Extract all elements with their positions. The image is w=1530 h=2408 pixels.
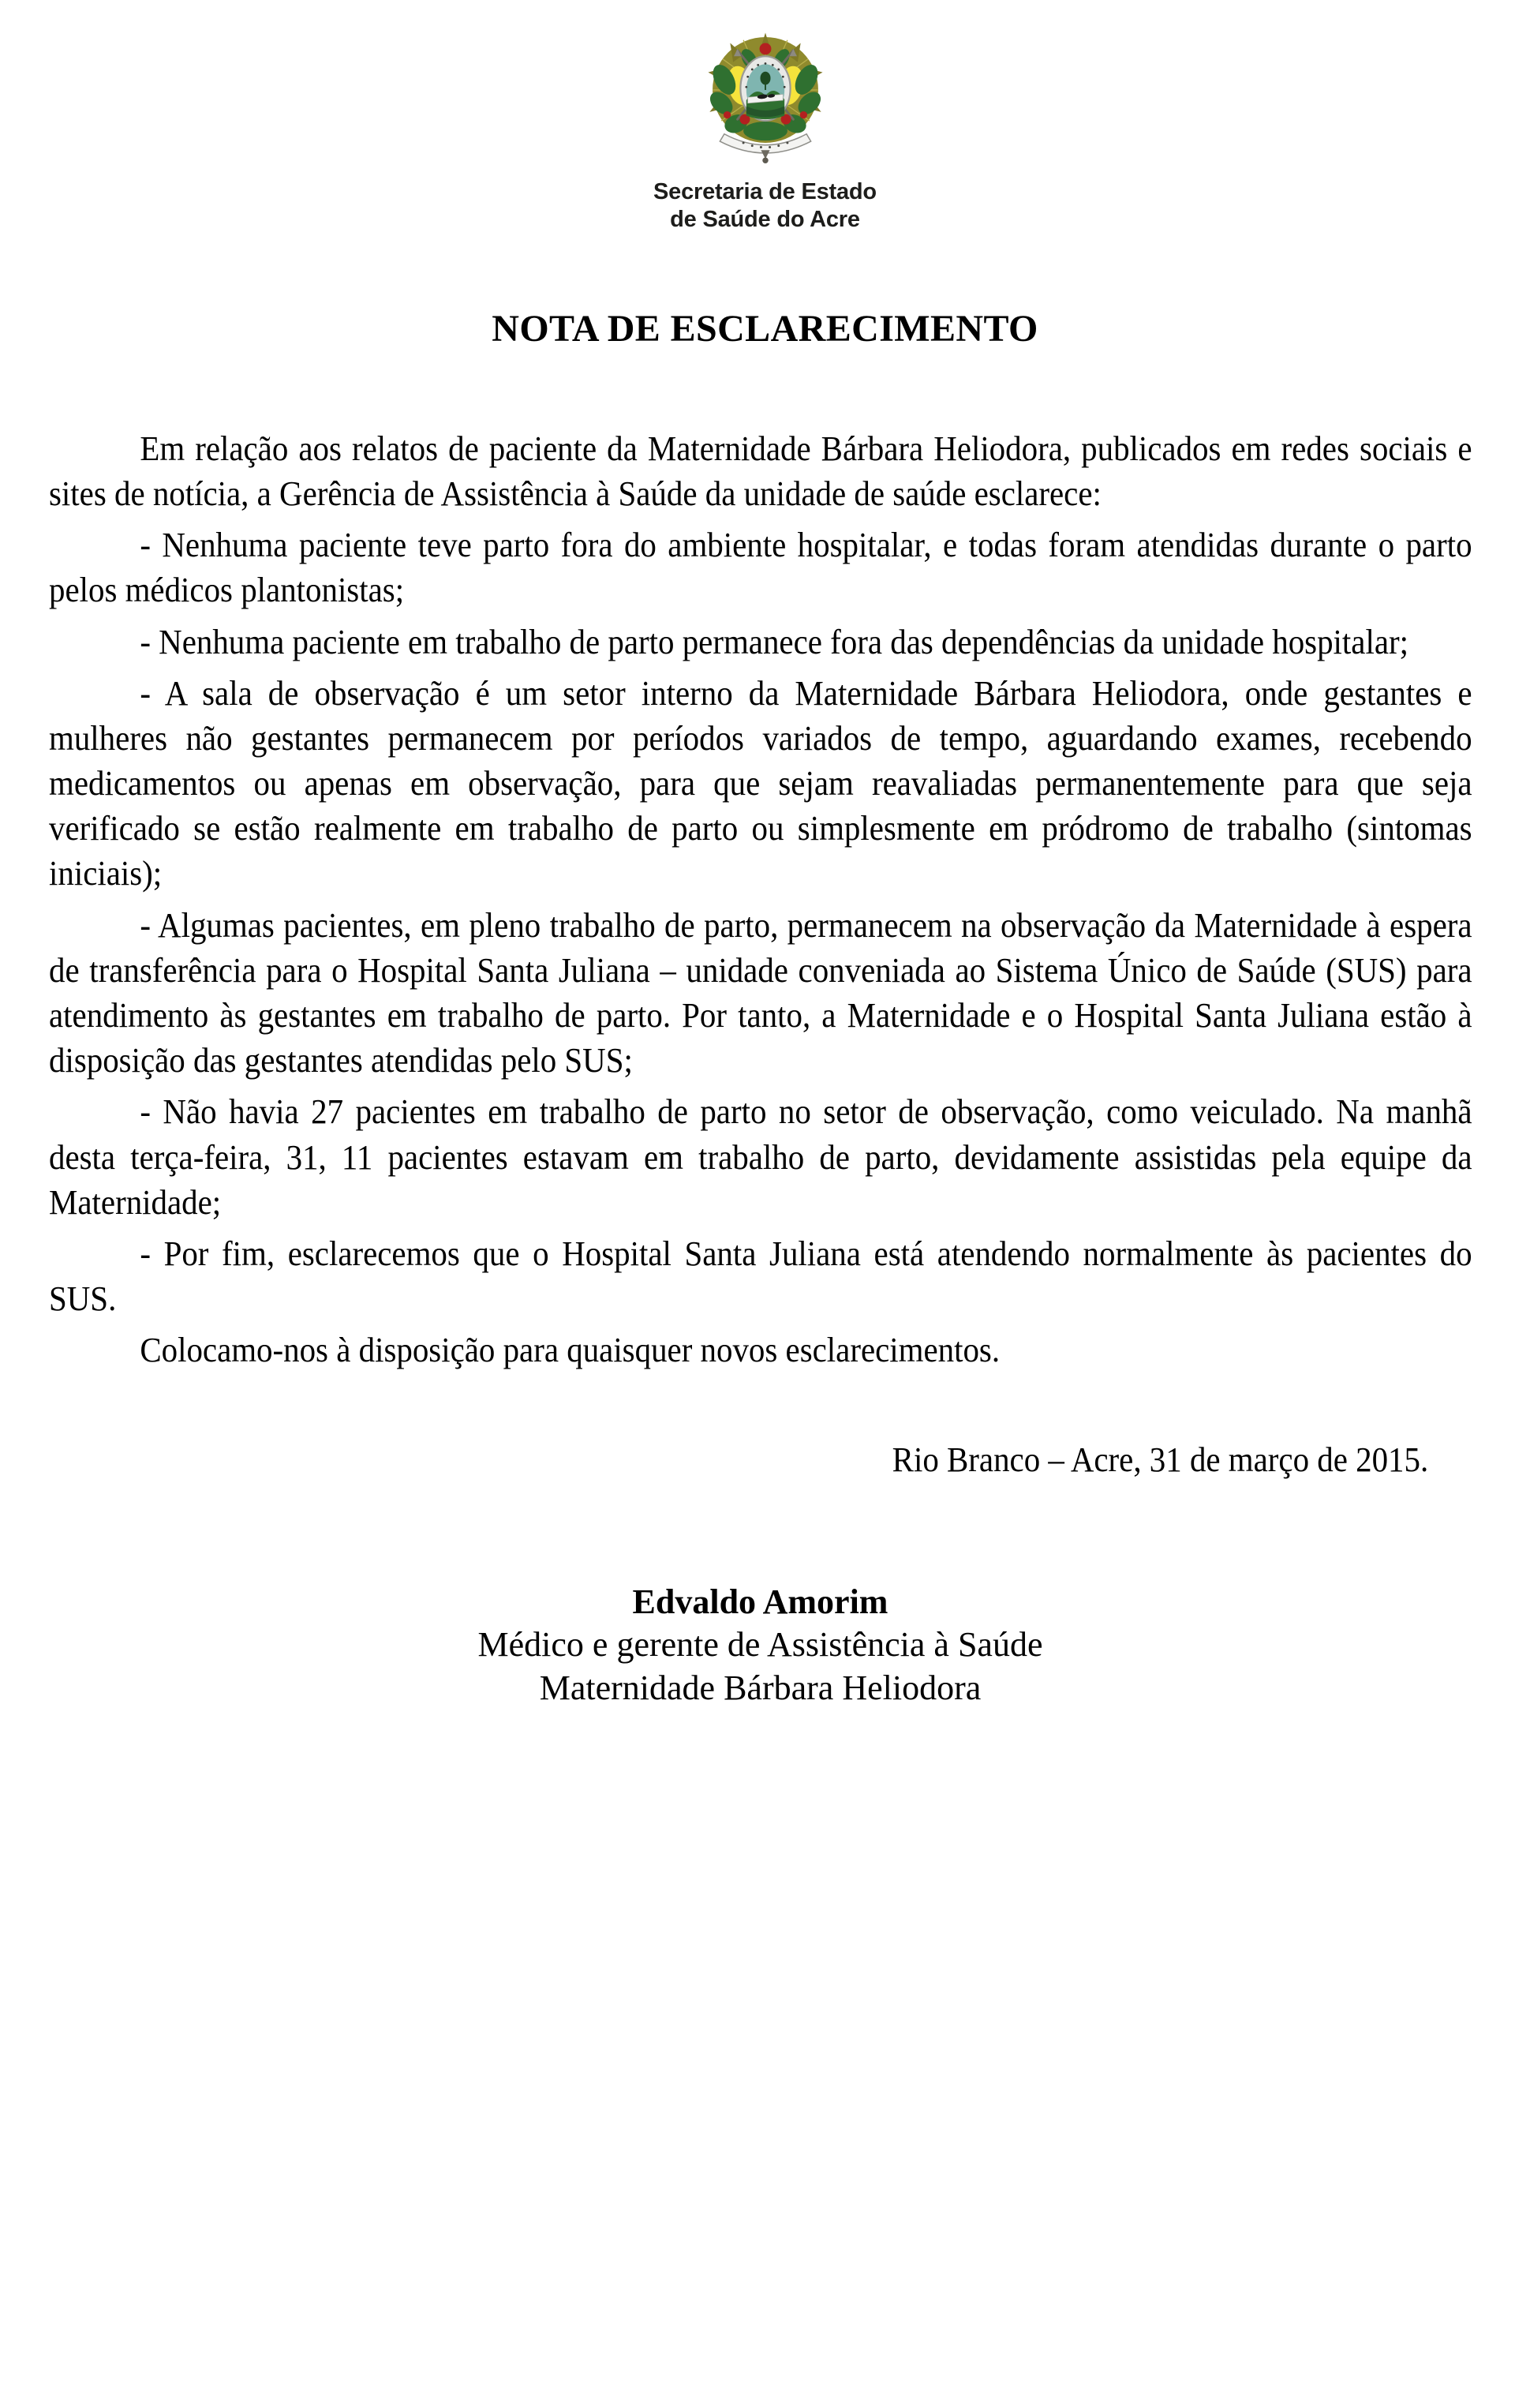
paragraph-closing: Colocamo-nos à disposição para quaisquer novos esclarecimentos. xyxy=(139,1331,1000,1370)
paragraph-intro: Em relação aos relatos de paciente da Maternidade Bárbara Heliodora, publicados em redes sociais e sites de notícia, a Gerência de Assistência à Saúde da unidade de saúde esclarece: xyxy=(48,429,1472,513)
organization-name xyxy=(653,178,877,234)
letterhead xyxy=(0,0,1530,234)
signature-unit: Maternidade Bárbara Heliodora xyxy=(539,1668,982,1707)
signature-name: Edvaldo Amorim xyxy=(632,1582,888,1621)
organization-name-line1: Secretaria de Estado xyxy=(653,179,877,204)
paragraph-item-4: - Algumas pacientes, em pleno trabalho de parto, permanecem na observação da Maternidade à espera de transferência para o Hospital Santa Juliana – unidade conveniada ao Sistema Único de Saúde (SUS) para atendimento às gestantes em trabalho de parto. Por tanto, a Maternidade e o Hospital Santa Juliana estão à disposição das gestantes atendidas pelo SUS; xyxy=(48,905,1472,1080)
paragraph-item-2: - Nenhuma paciente em trabalho de parto permanece fora das dependências da unidade hospitalar; xyxy=(139,622,1408,661)
page-title: NOTA DE ESCLARECIMENTO xyxy=(492,307,1038,350)
date-line: Rio Branco – Acre, 31 de março de 2015. xyxy=(892,1440,1428,1479)
signature-role: Médico e gerente de Assistência à Saúde xyxy=(477,1625,1043,1665)
organization-name-line2: de Saúde do Acre xyxy=(670,207,860,233)
acre-state-coat-of-arms-icon xyxy=(692,27,839,174)
document-body xyxy=(27,426,1504,1710)
paragraph-item-5: - Não havia 27 pacientes em trabalho de parto no setor de observação, como veiculado. Na manhã desta terça-feira, 31, 11 pacientes estavam em trabalho de parto, devidamente assistidas pela equipe da Maternidade; xyxy=(48,1092,1472,1222)
paragraph-item-3: - A sala de observação é um setor interno da Maternidade Bárbara Heliodora, onde gestantes e mulheres não gestantes permanecem por períodos variados de tempo, aguardando exames, recebendo medicamentos ou apenas em observação, para que sejam reavaliadas permanentemente para que seja verificado se estão realmente em trabalho de parto ou simplesmente em pródromo de trabalho (sintomas iniciais); xyxy=(48,673,1472,893)
paragraph-item-6: - Por fim, esclarecemos que o Hospital Santa Juliana está atendendo normalmente às pacientes do SUS. xyxy=(48,1234,1472,1319)
paragraph-item-1: - Nenhuma paciente teve parto fora do ambiente hospitalar, e todas foram atendidas durante o parto pelos médicos plantonistas; xyxy=(48,526,1472,610)
signature-block xyxy=(49,1581,1472,1710)
